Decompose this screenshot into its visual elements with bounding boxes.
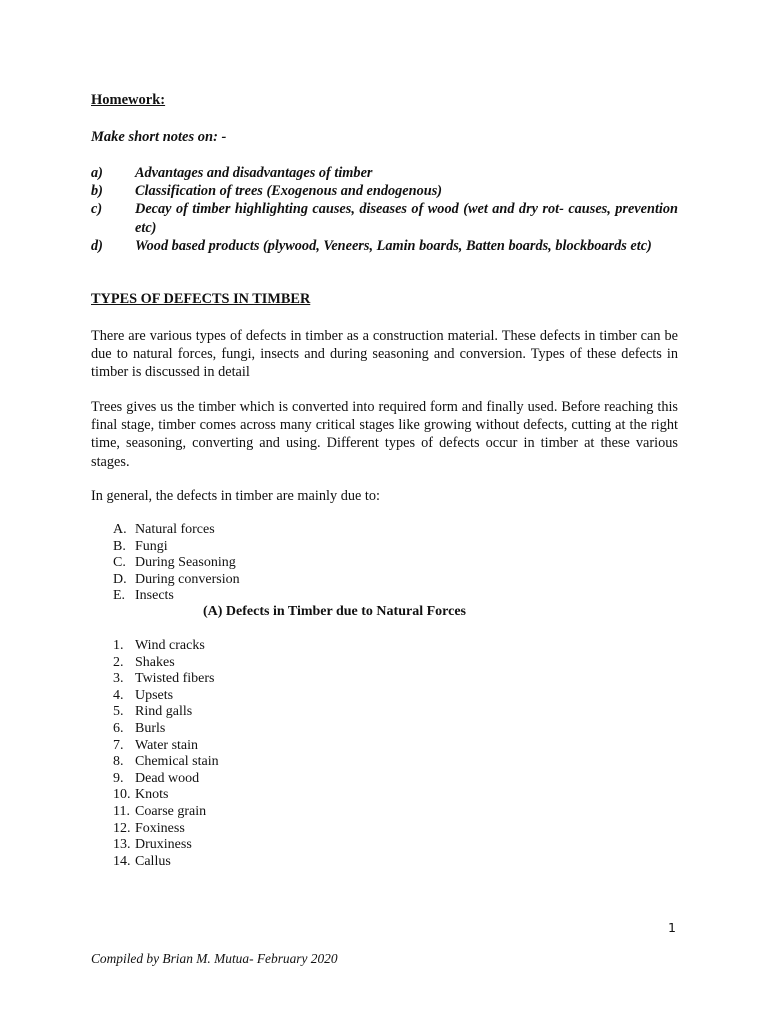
list-item bbox=[113, 688, 219, 705]
list-item-text: Coarse grain bbox=[135, 803, 207, 819]
list-item-text: Upsets bbox=[135, 687, 174, 703]
list-marker: d) bbox=[91, 237, 103, 254]
list-item bbox=[113, 671, 219, 688]
list-marker: 14. bbox=[113, 853, 131, 869]
list-item-text: Shakes bbox=[135, 654, 175, 670]
paragraph-causes-intro: In general, the defects in timber are mainly due to: bbox=[91, 488, 381, 504]
list-item bbox=[113, 821, 219, 838]
list-item bbox=[113, 638, 219, 655]
list-item-text: Dead wood bbox=[135, 770, 200, 786]
list-item-text: Callus bbox=[135, 853, 171, 869]
list-item-text: Chemical stain bbox=[135, 754, 219, 770]
list-marker: D. bbox=[113, 571, 127, 587]
list-marker: 1. bbox=[113, 638, 124, 653]
list-item bbox=[113, 655, 219, 672]
list-item bbox=[113, 572, 240, 589]
list-marker: 13. bbox=[113, 837, 131, 853]
page-number: 1 bbox=[668, 920, 676, 935]
list-marker: a) bbox=[91, 165, 103, 181]
list-item bbox=[113, 787, 219, 804]
list-item-text: Knots bbox=[135, 787, 169, 803]
list-marker: 2. bbox=[113, 654, 124, 670]
list-item-text: Insects bbox=[135, 588, 174, 604]
list-item-text: Advantages and disadvantages of timber bbox=[135, 165, 373, 181]
list-marker: 9. bbox=[113, 770, 124, 786]
list-item-text: Druxiness bbox=[135, 837, 192, 853]
list-marker: 7. bbox=[113, 737, 124, 753]
homework-intro: Make short notes on: - bbox=[91, 129, 227, 145]
list-item bbox=[113, 522, 240, 539]
homework-title: Homework: bbox=[91, 92, 166, 108]
homework-list bbox=[91, 164, 678, 255]
list-marker: b) bbox=[91, 183, 103, 200]
list-item bbox=[91, 200, 678, 236]
list-item bbox=[113, 721, 219, 738]
page-footer: Compiled by Brian M. Mutua- February 2020 bbox=[91, 951, 338, 966]
subsection-heading: (A) Defects in Timber due to Natural Forces bbox=[203, 604, 466, 619]
list-item-text: Classification of trees (Exogenous and endogenous) bbox=[135, 183, 443, 200]
list-item-text: Water stain bbox=[135, 737, 199, 753]
list-item-text: Rind galls bbox=[135, 704, 193, 720]
list-item bbox=[113, 539, 240, 556]
list-item-text: Foxiness bbox=[135, 820, 185, 836]
list-marker: 5. bbox=[113, 704, 124, 720]
list-item bbox=[113, 588, 240, 605]
list-item bbox=[91, 237, 678, 255]
list-marker: c) bbox=[91, 201, 103, 218]
list-marker: E. bbox=[113, 588, 126, 604]
list-item bbox=[91, 164, 678, 182]
list-item bbox=[113, 738, 219, 755]
list-marker: 4. bbox=[113, 687, 124, 703]
list-marker: 11. bbox=[113, 803, 130, 819]
list-item bbox=[91, 182, 678, 200]
list-item-text: Natural forces bbox=[135, 522, 215, 537]
list-item-text: During Seasoning bbox=[135, 555, 236, 571]
list-item bbox=[113, 555, 240, 572]
list-marker: A. bbox=[113, 522, 127, 537]
list-marker: 12. bbox=[113, 820, 131, 836]
causes-list bbox=[113, 522, 240, 605]
list-item bbox=[113, 704, 219, 721]
list-item bbox=[113, 837, 219, 854]
list-item bbox=[113, 754, 219, 771]
natural-defects-list bbox=[113, 638, 219, 870]
list-item-text: Burls bbox=[135, 720, 166, 736]
list-marker: B. bbox=[113, 538, 126, 554]
section-title: TYPES OF DEFECTS IN TIMBER bbox=[91, 291, 311, 307]
list-marker: 8. bbox=[113, 754, 124, 770]
list-item-text: Wind cracks bbox=[135, 638, 205, 653]
list-item-text: Wood based products (plywood, Veneers, Lamin boards, Batten boards, blockboards etc) bbox=[135, 237, 652, 254]
list-item bbox=[113, 854, 219, 871]
list-marker: C. bbox=[113, 555, 126, 571]
paragraph-intro: There are various types of defects in timber as a construction material. These defects in timber can be due to natural forces, fungi, insects and during seasoning and conversion. Types of these defects in timber is discussed in detail bbox=[91, 328, 678, 381]
list-marker: 3. bbox=[113, 671, 124, 687]
list-item-text: Fungi bbox=[135, 538, 168, 554]
paragraph-stages: Trees gives us the timber which is converted into required form and finally used. Before reaching this final stage, timber comes across many critical stages like growing without defects, cutting at the right time, seasoning, converting and using. Different types of defects occur in timber at these various stages. bbox=[91, 399, 678, 470]
list-item-text: Twisted fibers bbox=[135, 671, 215, 687]
list-item bbox=[113, 771, 219, 788]
list-marker: 6. bbox=[113, 720, 124, 736]
list-marker: 10. bbox=[113, 787, 131, 803]
list-item-text: Decay of timber highlighting causes, diseases of wood (wet and dry rot- causes, prevention etc) bbox=[135, 201, 678, 236]
list-item bbox=[113, 804, 219, 821]
list-item-text: During conversion bbox=[135, 571, 240, 587]
